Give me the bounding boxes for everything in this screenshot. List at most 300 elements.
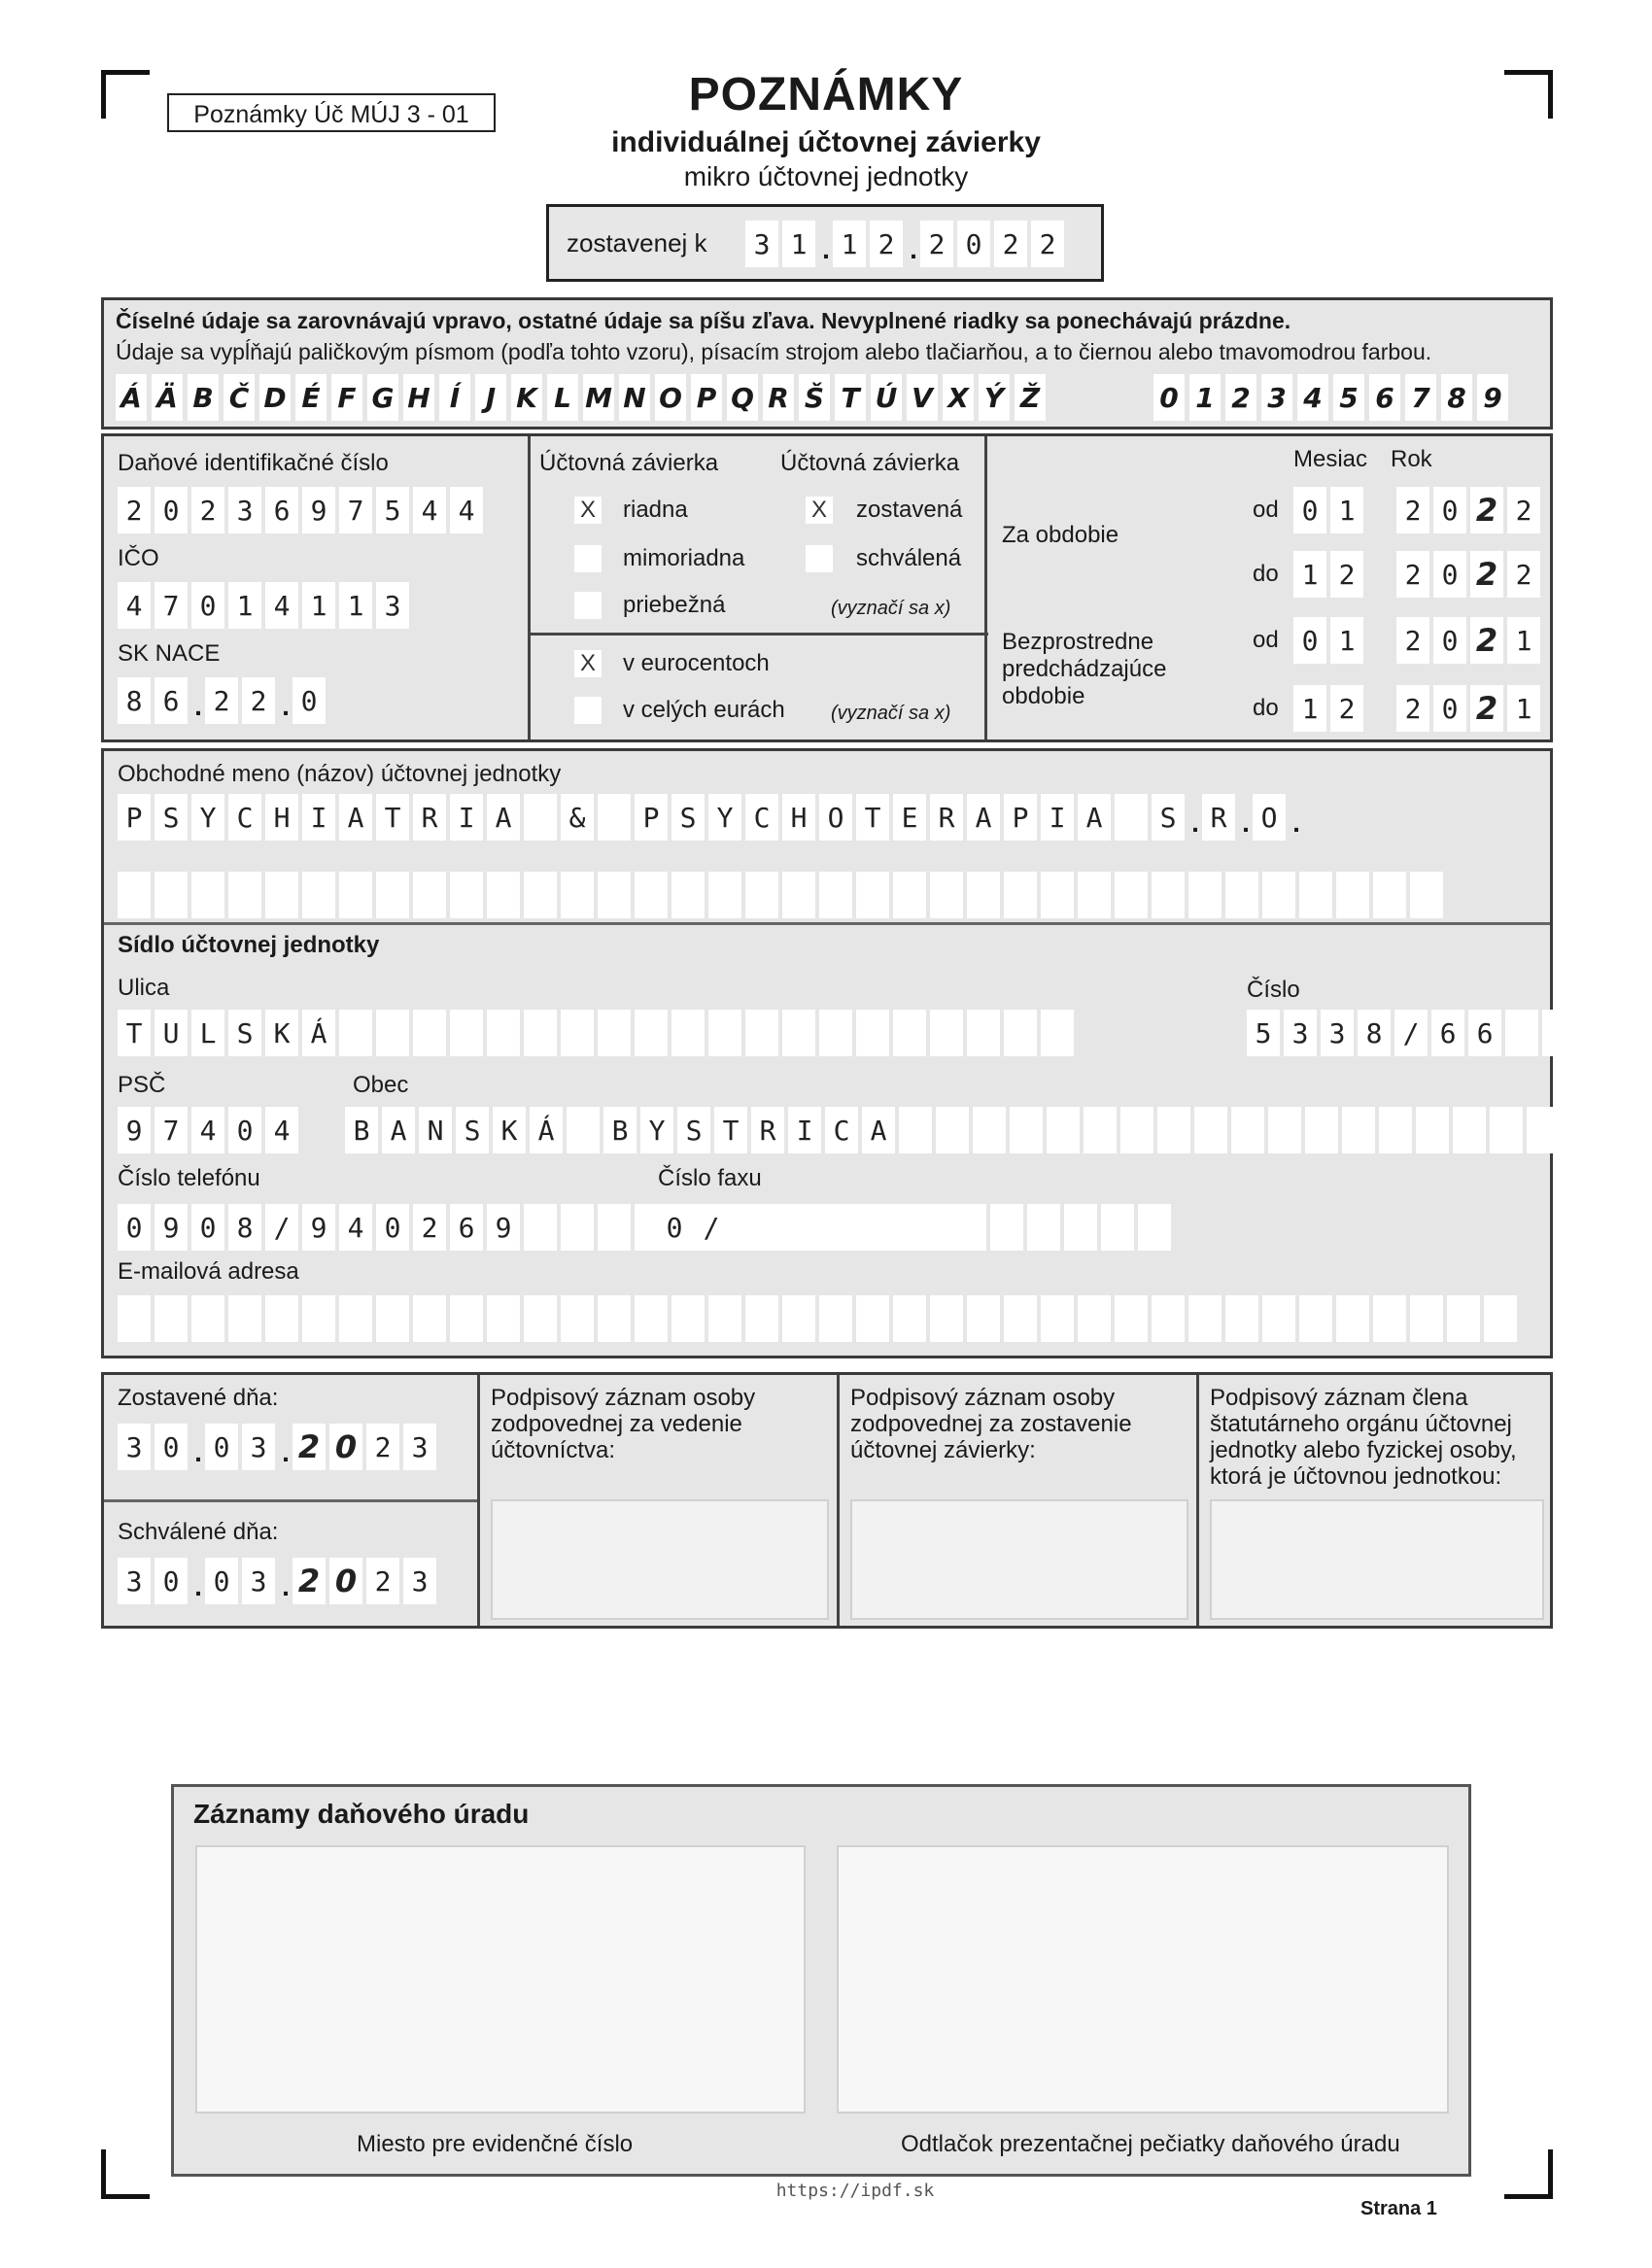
- empty-char-cell: [339, 1010, 372, 1056]
- empty-char-cell: [1305, 1107, 1338, 1153]
- empty-char-cell: [819, 1295, 852, 1342]
- divider: [984, 436, 987, 739]
- previous-from-label: od: [1253, 627, 1279, 653]
- empty-char-cell: [191, 1295, 224, 1342]
- empty-char-cell: [598, 872, 631, 918]
- empty-char-cell: [879, 1204, 912, 1251]
- char-cell: 8: [228, 1204, 261, 1251]
- char-cell: 0: [1293, 487, 1326, 533]
- char-cell: 2: [870, 221, 903, 267]
- empty-char-cell: [1194, 1107, 1227, 1153]
- char-cell: 2: [994, 221, 1027, 267]
- empty-char-cell: [376, 872, 409, 918]
- compiled-on-label: Zostavené dňa:: [118, 1385, 279, 1411]
- empty-char-cell: [1225, 872, 1258, 918]
- char-cell: 3: [1321, 1010, 1354, 1056]
- char-cell: 4: [191, 1107, 224, 1153]
- empty-char-cell: [953, 1204, 986, 1251]
- previous-from-year[interactable]: [1396, 617, 1544, 664]
- empty-char-cell: [1564, 1107, 1597, 1153]
- sample-glyph: 9: [1477, 374, 1508, 421]
- sample-glyph: B: [188, 374, 219, 421]
- char-cell: 0: [205, 1558, 238, 1604]
- char-cell: 1: [1293, 551, 1326, 598]
- company-name-field-2[interactable]: [118, 872, 1447, 918]
- dic-field[interactable]: [118, 487, 487, 533]
- char-cell: 1: [833, 221, 866, 267]
- empty-char-cell: [745, 872, 778, 918]
- empty-char-cell: [671, 872, 705, 918]
- empty-char-cell: [1120, 1107, 1153, 1153]
- char-cell: 0: [329, 1424, 362, 1470]
- empty-char-cell: [191, 872, 224, 918]
- char-cell: .: [822, 234, 830, 264]
- char-cell: .: [1292, 808, 1300, 838]
- empty-char-cell: [732, 1204, 765, 1251]
- corner-mark-tl-v: [101, 70, 106, 119]
- interim-label: priebežná: [623, 592, 726, 618]
- signature-1-box[interactable]: [491, 1499, 829, 1620]
- eurocents-checkbox[interactable]: X: [574, 650, 602, 677]
- char-cell: I: [1041, 794, 1074, 841]
- number-field[interactable]: [1247, 1010, 1652, 1056]
- char-cell: .: [194, 1437, 202, 1467]
- char-cell: 0: [191, 582, 224, 629]
- empty-char-cell: [1041, 1295, 1074, 1342]
- empty-char-cell: [1004, 1295, 1037, 1342]
- divider: [528, 436, 531, 739]
- empty-char-cell: [376, 1295, 409, 1342]
- empty-char-cell: [893, 1295, 926, 1342]
- current-from-year[interactable]: [1396, 487, 1544, 533]
- signature-2-label: Podpisový záznam osoby zodpovednej za zostavenie účtovnej závierky:: [850, 1385, 1132, 1463]
- empty-char-cell: [671, 1295, 705, 1342]
- sample-glyph: O: [655, 374, 686, 421]
- char-cell: H: [265, 794, 298, 841]
- sample-glyph: É: [295, 374, 327, 421]
- empty-char-cell: [708, 1010, 741, 1056]
- char-cell: 4: [265, 582, 298, 629]
- char-cell: 2: [366, 1558, 399, 1604]
- char-cell: /: [1394, 1010, 1428, 1056]
- char-cell: E: [893, 794, 926, 841]
- sample-glyph: M: [583, 374, 614, 421]
- char-cell: 9: [487, 1204, 520, 1251]
- char-cell: I: [302, 794, 335, 841]
- previous-to-year[interactable]: [1396, 685, 1544, 732]
- char-cell: 2: [1330, 685, 1363, 732]
- empty-char-cell: [1379, 1107, 1412, 1153]
- empty-char-cell: [561, 872, 594, 918]
- divider: [104, 1499, 477, 1502]
- char-cell: P: [118, 794, 151, 841]
- digits-sample: [1153, 374, 1513, 421]
- char-cell: L: [191, 1010, 224, 1056]
- sample-glyph: L: [547, 374, 578, 421]
- empty-char-cell: [1152, 872, 1185, 918]
- char-cell: A: [339, 794, 372, 841]
- form-code: Poznámky Úč MÚJ 3 - 01: [167, 93, 496, 132]
- empty-char-cell: [1047, 1107, 1080, 1153]
- empty-char-cell: [1410, 1295, 1443, 1342]
- empty-char-cell: [806, 1204, 839, 1251]
- empty-char-cell: [893, 872, 926, 918]
- empty-char-cell: [1101, 1204, 1134, 1251]
- char-cell: 7: [155, 582, 188, 629]
- char-cell: 6: [265, 487, 298, 533]
- empty-char-cell: [1299, 872, 1332, 918]
- char-cell: 9: [302, 487, 335, 533]
- char-cell: R: [930, 794, 963, 841]
- current-from-label: od: [1253, 497, 1279, 523]
- char-cell: 1: [1507, 617, 1540, 664]
- char-cell: T: [856, 794, 889, 841]
- empty-char-cell: [376, 1010, 409, 1056]
- whole-euro-label: v celých eurách: [623, 697, 785, 723]
- corner-mark-tl-h: [101, 70, 150, 75]
- char-cell: A: [862, 1107, 895, 1153]
- empty-char-cell: [973, 1107, 1006, 1153]
- char-cell: H: [782, 794, 815, 841]
- char-cell: 4: [450, 487, 483, 533]
- divider: [1196, 1375, 1199, 1626]
- empty-char-cell: [1138, 1204, 1171, 1251]
- sample-glyph: 0: [1153, 374, 1185, 421]
- char-cell: P: [635, 794, 668, 841]
- char-cell: 2: [242, 677, 275, 724]
- empty-char-cell: [1542, 1010, 1575, 1056]
- char-cell: .: [282, 1437, 290, 1467]
- city-label: Obec: [353, 1072, 409, 1098]
- char-cell: R: [413, 794, 446, 841]
- empty-char-cell: [1410, 872, 1443, 918]
- number-label: Číslo: [1247, 977, 1300, 1003]
- char-cell: S: [671, 794, 705, 841]
- psc-field[interactable]: [118, 1107, 302, 1153]
- empty-char-cell: [413, 1295, 446, 1342]
- char-cell: 7: [339, 487, 372, 533]
- char-cell: 0: [205, 1424, 238, 1470]
- char-cell: T: [714, 1107, 747, 1153]
- empty-char-cell: [1484, 1295, 1517, 1342]
- char-cell: 1: [782, 221, 815, 267]
- empty-char-cell: [1373, 1295, 1406, 1342]
- char-cell: A: [382, 1107, 415, 1153]
- empty-char-cell: [561, 1010, 594, 1056]
- corner-mark-bl-v: [101, 2149, 106, 2198]
- sample-glyph: Ý: [979, 374, 1010, 421]
- empty-char-cell: [1115, 1295, 1148, 1342]
- empty-char-cell: [782, 1010, 815, 1056]
- eurocents-label: v eurocentoch: [623, 650, 770, 676]
- char-cell: 9: [302, 1204, 335, 1251]
- empty-char-cell: [524, 1010, 557, 1056]
- corner-mark-br-v: [1548, 2149, 1553, 2198]
- char-cell: 3: [376, 582, 409, 629]
- empty-char-cell: [1078, 872, 1111, 918]
- char-cell: 0: [228, 1107, 261, 1153]
- empty-char-cell: [339, 1295, 372, 1342]
- empty-char-cell: [635, 1010, 668, 1056]
- empty-char-cell: [413, 872, 446, 918]
- char-cell: 0: [1433, 551, 1466, 598]
- sample-glyph: T: [835, 374, 866, 421]
- char-cell: 1: [228, 582, 261, 629]
- char-cell: .: [282, 691, 290, 721]
- empty-char-cell: [930, 872, 963, 918]
- sample-glyph: 7: [1405, 374, 1436, 421]
- empty-char-cell: [856, 872, 889, 918]
- sample-glyph: Č: [224, 374, 255, 421]
- empty-char-cell: [819, 872, 852, 918]
- sample-glyph: 5: [1333, 374, 1364, 421]
- sample-glyph: 6: [1369, 374, 1400, 421]
- empty-char-cell: [561, 1204, 594, 1251]
- char-cell: Y: [191, 794, 224, 841]
- char-cell: T: [118, 1010, 151, 1056]
- empty-char-cell: [598, 1010, 631, 1056]
- char-cell: 4: [339, 1204, 372, 1251]
- char-cell: 0: [658, 1204, 691, 1251]
- char-cell: 9: [155, 1204, 188, 1251]
- char-cell: T: [376, 794, 409, 841]
- current-to-year[interactable]: [1396, 551, 1544, 598]
- current-from-month[interactable]: [1293, 487, 1367, 533]
- char-cell: Y: [708, 794, 741, 841]
- char-cell: 2: [920, 221, 953, 267]
- empty-char-cell: [899, 1107, 932, 1153]
- char-cell: 0: [1433, 685, 1466, 732]
- extraordinary-checkbox[interactable]: [574, 545, 602, 572]
- footer-link[interactable]: https://ipdf.sk: [775, 2181, 935, 2201]
- char-cell: 6: [155, 677, 188, 724]
- approved-checkbox[interactable]: [806, 545, 833, 572]
- char-cell: A: [1078, 794, 1111, 841]
- sample-glyph: H: [403, 374, 434, 421]
- char-cell: 2: [1330, 551, 1363, 598]
- char-cell: [598, 794, 631, 841]
- char-cell: .: [910, 234, 917, 264]
- alphabet-sample: [116, 374, 1050, 421]
- empty-char-cell: [1453, 1107, 1486, 1153]
- empty-char-cell: [1299, 1295, 1332, 1342]
- phone-label: Číslo telefónu: [118, 1165, 260, 1191]
- whole-euro-checkbox[interactable]: [574, 697, 602, 724]
- empty-char-cell: [1416, 1107, 1449, 1153]
- empty-char-cell: [524, 1295, 557, 1342]
- empty-char-cell: [1027, 1204, 1060, 1251]
- char-cell: C: [825, 1107, 858, 1153]
- empty-char-cell: [1041, 872, 1074, 918]
- empty-char-cell: [769, 1204, 802, 1251]
- char-cell: 3: [242, 1558, 275, 1604]
- street-field[interactable]: [118, 1010, 1078, 1056]
- empty-char-cell: [819, 1010, 852, 1056]
- empty-char-cell: [487, 1295, 520, 1342]
- signature-3-label: Podpisový záznam člena štatutárneho orgánu účtovnej jednotky alebo fyzickej osoby, ktorá je účtovnou jednotkou:: [1210, 1385, 1517, 1490]
- current-to-month[interactable]: [1293, 551, 1367, 598]
- mark-note-2: (vyznačí sa x): [831, 703, 951, 724]
- divider: [837, 1375, 840, 1626]
- char-cell: /: [265, 1204, 298, 1251]
- sample-glyph: 4: [1297, 374, 1328, 421]
- sample-glyph: Š: [799, 374, 830, 421]
- page-number: Strana 1: [1360, 2198, 1437, 2219]
- previous-period-label-3: obdobie: [1002, 683, 1085, 709]
- email-label: E-mailová adresa: [118, 1258, 299, 1285]
- char-cell: .: [282, 1571, 290, 1601]
- char-cell: 6: [1468, 1010, 1501, 1056]
- char-cell: 2: [205, 677, 238, 724]
- char-cell: 2: [1031, 221, 1064, 267]
- ico-field[interactable]: [118, 582, 413, 629]
- char-cell: 2: [1396, 685, 1429, 732]
- char-cell: 2: [293, 1424, 326, 1470]
- char-cell: /: [695, 1204, 728, 1251]
- dic-label: Daňové identifikačné číslo: [118, 450, 389, 476]
- nace-label: SK NACE: [118, 640, 221, 667]
- char-cell: 4: [118, 582, 151, 629]
- divider: [528, 633, 988, 636]
- char-cell: 1: [1293, 685, 1326, 732]
- char-cell: 8: [1358, 1010, 1391, 1056]
- char-cell: 6: [1431, 1010, 1464, 1056]
- empty-char-cell: [671, 1010, 705, 1056]
- compiled-date-field[interactable]: [745, 221, 1068, 267]
- char-cell: 0: [118, 1204, 151, 1251]
- empty-char-cell: [487, 872, 520, 918]
- empty-char-cell: [1579, 1010, 1612, 1056]
- compiled-on-field[interactable]: [118, 1424, 440, 1470]
- empty-char-cell: [635, 872, 668, 918]
- empty-char-cell: [967, 1295, 1000, 1342]
- empty-char-cell: [598, 1204, 631, 1251]
- char-cell: 1: [1330, 617, 1363, 664]
- divider: [477, 1375, 480, 1626]
- empty-char-cell: [1188, 1295, 1222, 1342]
- empty-char-cell: [1262, 1295, 1295, 1342]
- empty-char-cell: [1262, 872, 1295, 918]
- approved-on-field[interactable]: [118, 1558, 440, 1604]
- char-cell: 4: [413, 487, 446, 533]
- empty-char-cell: [990, 1204, 1023, 1251]
- approved-on-label: Schválené dňa:: [118, 1519, 279, 1545]
- empty-char-cell: [1115, 872, 1148, 918]
- empty-char-cell: [1152, 1295, 1185, 1342]
- char-cell: C: [745, 794, 778, 841]
- empty-char-cell: [155, 872, 188, 918]
- empty-char-cell: [302, 1295, 335, 1342]
- char-cell: K: [493, 1107, 526, 1153]
- empty-char-cell: [524, 872, 557, 918]
- signature-1-label: Podpisový záznam osoby zodpovednej za vedenie účtovníctva:: [491, 1385, 756, 1463]
- char-cell: 3: [242, 1424, 275, 1470]
- char-cell: O: [819, 794, 852, 841]
- empty-char-cell: [1041, 1010, 1074, 1056]
- sample-glyph: Q: [727, 374, 758, 421]
- empty-char-cell: [930, 1010, 963, 1056]
- instructions-line-2: Údaje sa vypĺňajú paličkovým písmom (podľa tohto vzoru), písacím strojom alebo tlačiarňou, a to čiernou alebo tmavomodrou farbou.: [116, 339, 1432, 364]
- sample-glyph: 2: [1225, 374, 1256, 421]
- empty-char-cell: [524, 1204, 557, 1251]
- char-cell: S: [677, 1107, 710, 1153]
- identification-section: [101, 433, 1553, 742]
- empty-char-cell: [893, 1010, 926, 1056]
- email-field[interactable]: [118, 1295, 1521, 1342]
- interim-checkbox[interactable]: [574, 592, 602, 619]
- empty-char-cell: [1004, 872, 1037, 918]
- sample-glyph: G: [367, 374, 398, 421]
- compiled-checkbox[interactable]: X: [806, 497, 833, 524]
- empty-char-cell: [1600, 1107, 1634, 1153]
- empty-char-cell: [782, 872, 815, 918]
- empty-char-cell: [228, 1295, 261, 1342]
- sample-glyph: D: [259, 374, 291, 421]
- mark-note: (vyznačí sa x): [831, 598, 951, 619]
- corner-mark-bl-h: [101, 2194, 150, 2199]
- char-cell: [1115, 794, 1148, 841]
- empty-char-cell: [1527, 1107, 1560, 1153]
- fax-field[interactable]: [658, 1204, 1175, 1251]
- signature-2-box[interactable]: [850, 1499, 1188, 1620]
- empty-char-cell: [745, 1010, 778, 1056]
- nace-field[interactable]: [118, 677, 329, 724]
- tax-office-title: Záznamy daňového úradu: [193, 1799, 530, 1829]
- char-cell: .: [1242, 808, 1250, 838]
- sample-glyph: Ä: [152, 374, 183, 421]
- stamp-box[interactable]: [837, 1845, 1449, 2113]
- empty-char-cell: [708, 1295, 741, 1342]
- char-cell: S: [1152, 794, 1185, 841]
- statement-type-label: Účtovná závierka: [539, 450, 719, 476]
- empty-char-cell: [1188, 872, 1222, 918]
- empty-char-cell: [635, 1295, 668, 1342]
- signature-3-box[interactable]: [1210, 1499, 1544, 1620]
- char-cell: B: [603, 1107, 637, 1153]
- city-field[interactable]: [345, 1107, 1652, 1153]
- char-cell: 3: [403, 1558, 436, 1604]
- char-cell: S: [228, 1010, 261, 1056]
- empty-char-cell: [598, 1295, 631, 1342]
- char-cell: U: [155, 1010, 188, 1056]
- empty-char-cell: [1637, 1107, 1652, 1153]
- sample-glyph: 3: [1261, 374, 1292, 421]
- char-cell: 5: [1247, 1010, 1280, 1056]
- empty-char-cell: [856, 1295, 889, 1342]
- empty-char-cell: [967, 872, 1000, 918]
- previous-to-month[interactable]: [1293, 685, 1367, 732]
- previous-from-month[interactable]: [1293, 617, 1367, 664]
- page-subtitle-2: mikro účtovnej jednotky: [683, 161, 969, 191]
- regular-checkbox[interactable]: X: [574, 497, 602, 524]
- char-cell: 2: [1470, 487, 1503, 533]
- char-cell: 2: [1470, 617, 1503, 664]
- evidence-number-box[interactable]: [195, 1845, 806, 2113]
- empty-char-cell: [302, 872, 335, 918]
- char-cell: 6: [450, 1204, 483, 1251]
- empty-char-cell: [228, 872, 261, 918]
- sample-glyph: Ú: [871, 374, 902, 421]
- sample-glyph: Í: [439, 374, 470, 421]
- empty-char-cell: [1064, 1204, 1097, 1251]
- empty-char-cell: [1447, 1295, 1480, 1342]
- empty-char-cell: [1004, 1010, 1037, 1056]
- current-period-label: Za obdobie: [1002, 522, 1119, 548]
- divider: [104, 922, 1550, 925]
- company-name-field[interactable]: [118, 794, 1303, 841]
- empty-char-cell: [118, 872, 151, 918]
- sample-glyph: Ž: [1015, 374, 1046, 421]
